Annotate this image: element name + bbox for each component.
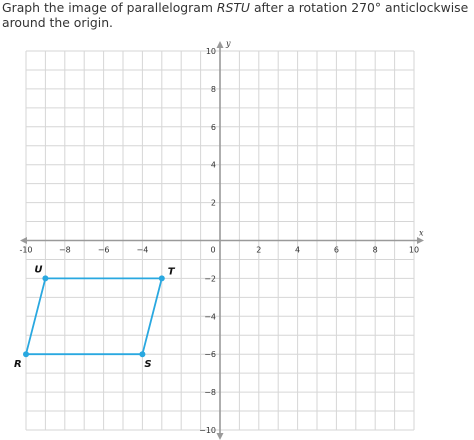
vertex-u-point[interactable]	[42, 275, 48, 281]
y-tick-label: −2	[204, 274, 216, 284]
y-axis-arrow-down	[217, 433, 224, 440]
vertex-t-label: T	[167, 266, 175, 278]
x-tick-label: 4	[295, 245, 301, 255]
x-tick-label: −6	[97, 245, 110, 255]
y-tick-label: −8	[204, 388, 216, 398]
y-axis-arrow-up	[217, 41, 224, 48]
x-tick-label: −8	[58, 245, 71, 255]
vertex-s-point[interactable]	[139, 351, 145, 357]
question-part2: after a rotation 270° anticlockwise around the origin.	[2, 0, 469, 30]
y-tick-label: −10	[199, 426, 216, 435]
vertex-u-label: U	[34, 264, 43, 276]
x-axis-letter: x	[419, 228, 424, 238]
x-tick-label: -10	[19, 245, 33, 255]
x-tick-label: 10	[408, 245, 420, 255]
y-tick-label: 6	[210, 122, 216, 132]
y-tick-label: 4	[210, 160, 216, 170]
x-axis-arrow-left	[20, 237, 27, 244]
y-axis-letter: y	[226, 39, 231, 48]
x-tick-label: 0	[210, 245, 216, 255]
vertex-r-label: R	[14, 359, 22, 371]
y-tick-label: 10	[205, 47, 216, 56]
vertex-s-label: S	[144, 359, 152, 371]
x-axis-arrow-right	[417, 237, 424, 244]
question-part1: Graph the image of parallelogram	[2, 0, 217, 15]
y-tick-label: 2	[210, 198, 216, 208]
question-shape-name: RSTU	[216, 0, 250, 15]
x-tick-label: 8	[372, 245, 378, 255]
y-tick-label: 8	[210, 84, 216, 94]
vertex-t-point[interactable]	[159, 275, 165, 281]
x-tick-label: 2	[256, 245, 262, 255]
vertex-r-point[interactable]	[23, 351, 29, 357]
x-tick-label: 6	[333, 245, 339, 255]
x-tick-label: −4	[136, 245, 149, 255]
y-tick-label: −6	[204, 350, 216, 360]
axes	[20, 39, 424, 440]
y-tick-label: −4	[204, 312, 216, 322]
